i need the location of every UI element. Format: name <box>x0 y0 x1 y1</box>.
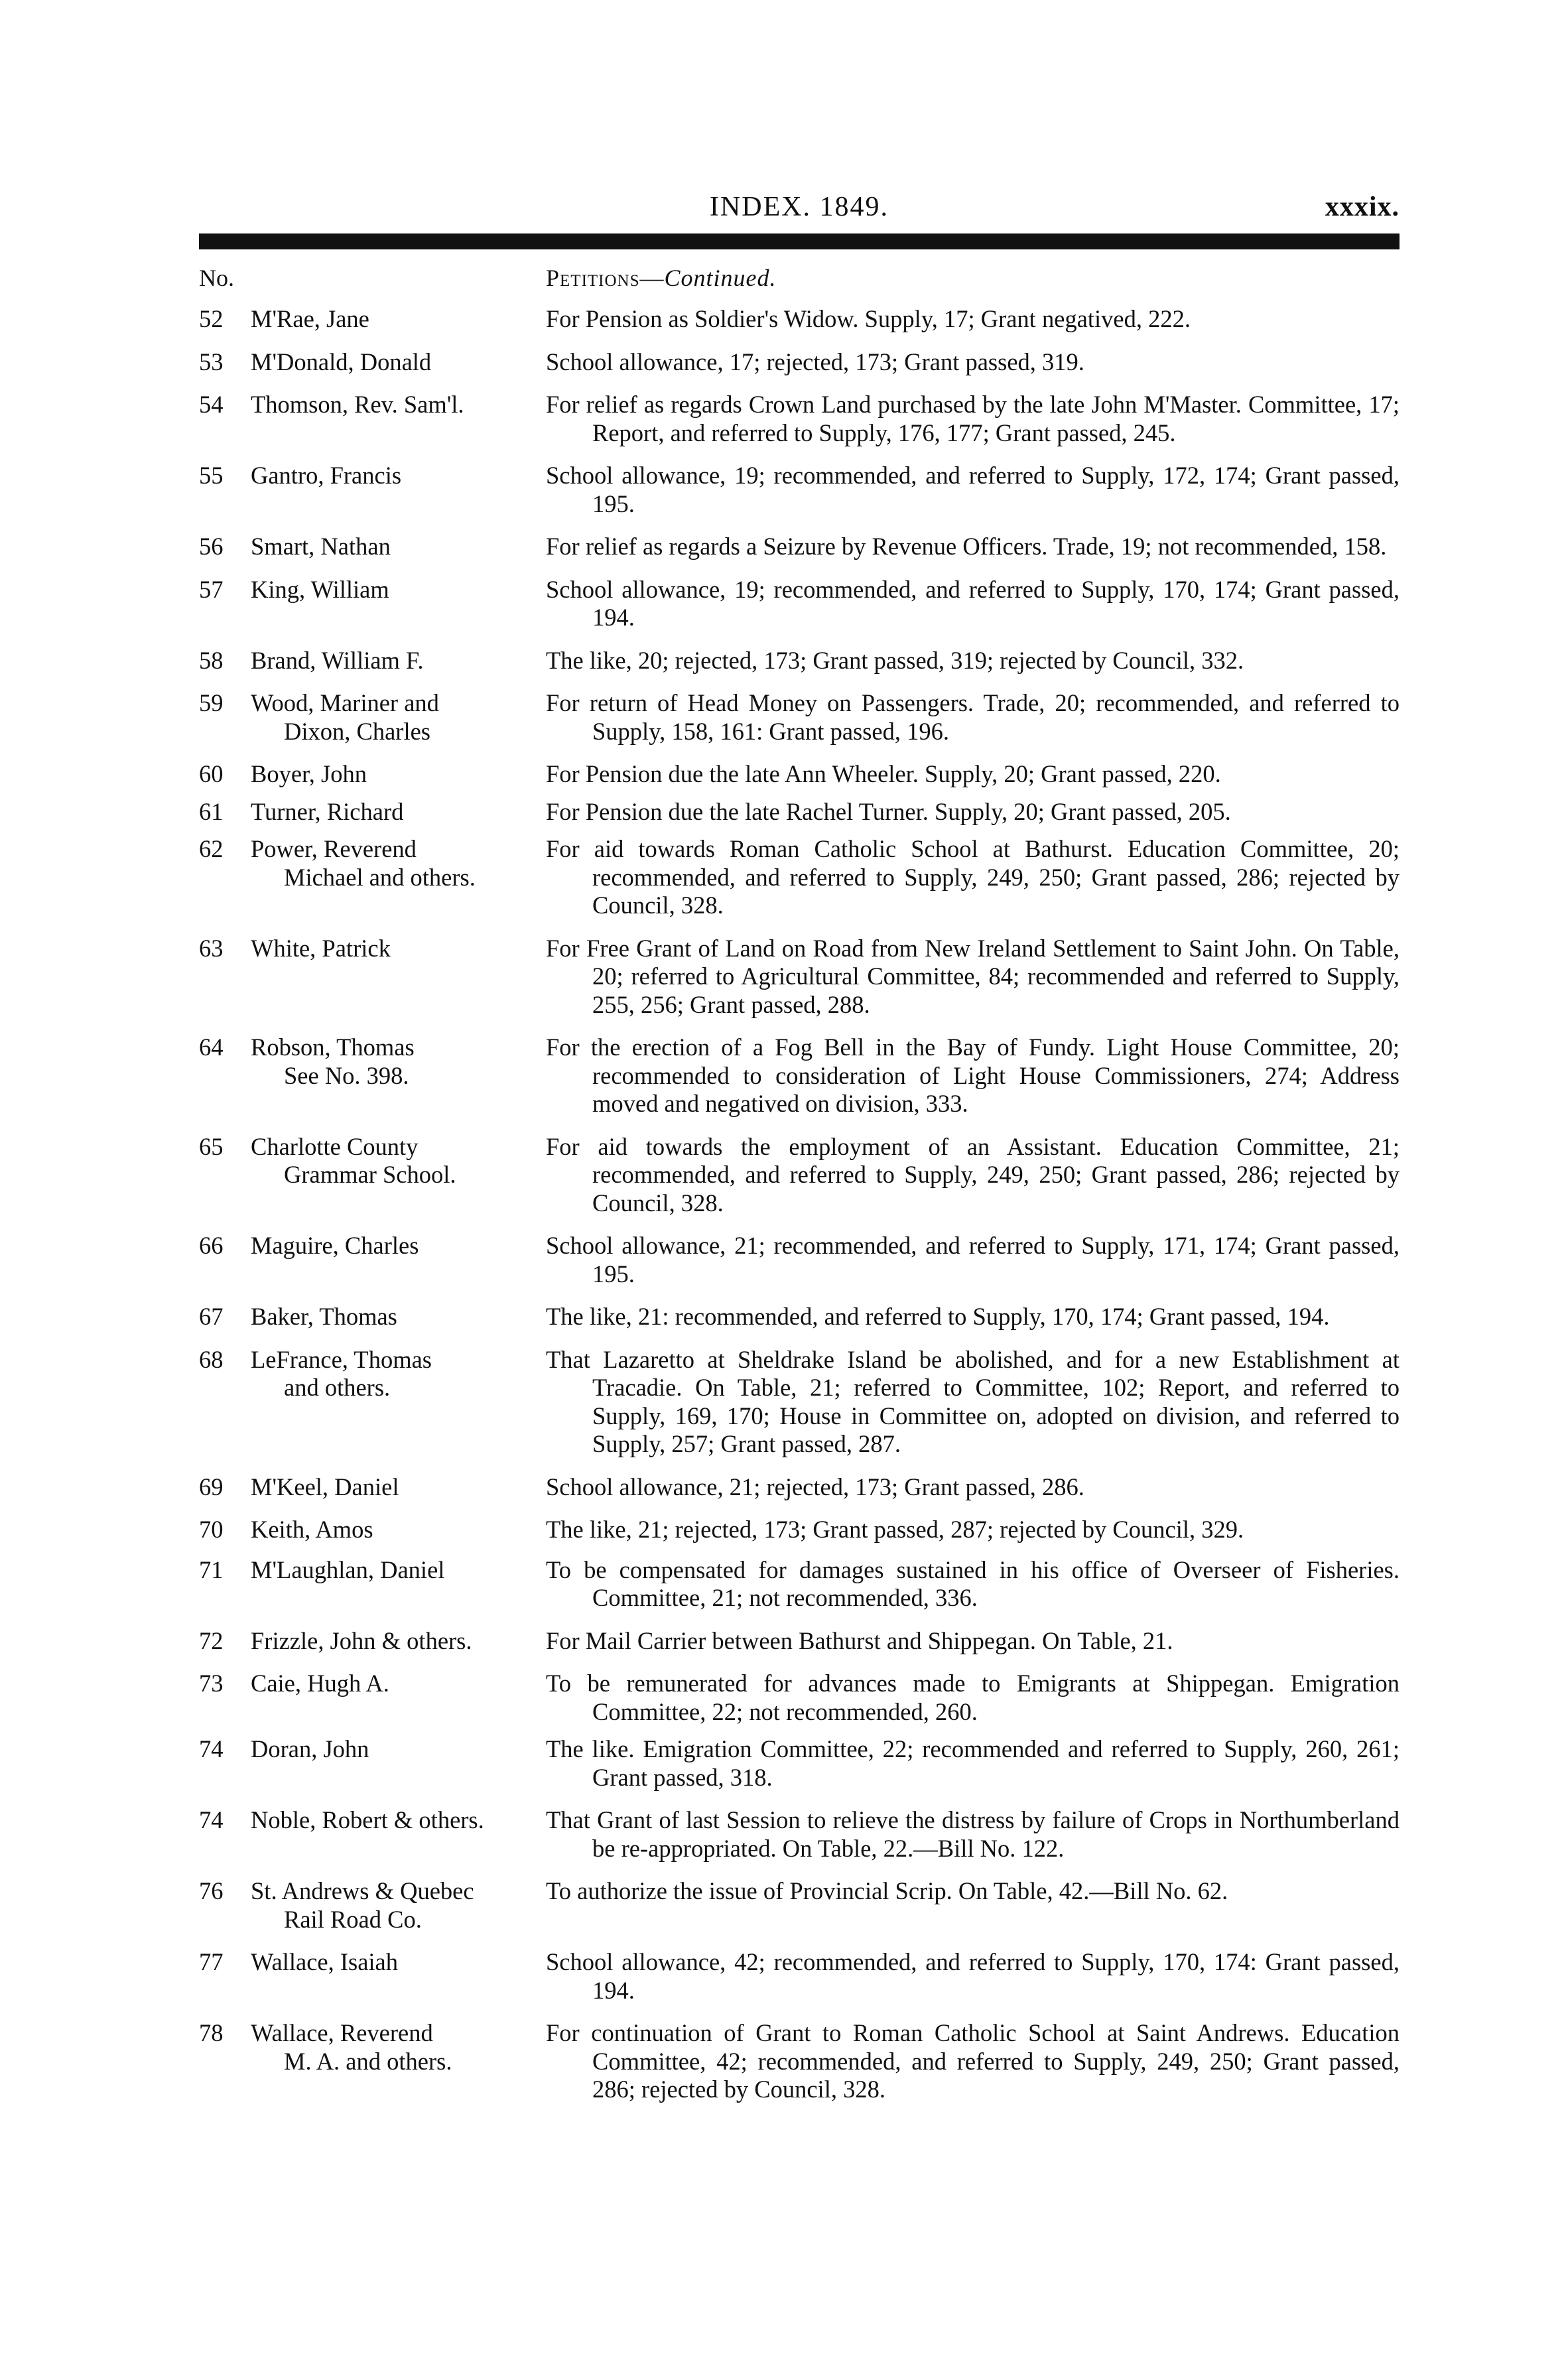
petitioner-name-line: Baker, Thomas <box>251 1303 397 1330</box>
petitioner-name <box>251 305 546 334</box>
petition-number: 63 <box>199 934 224 962</box>
petition-entry <box>199 1556 1400 1613</box>
petitioner-name <box>251 1877 546 1934</box>
running-head <box>199 191 1400 231</box>
petitioner-name-line: Boyer, John <box>251 760 367 787</box>
petitioner-name-line: M'Laughlan, Daniel <box>251 1555 445 1583</box>
petition-number: 73 <box>199 1670 224 1697</box>
petition-entry <box>199 348 1400 377</box>
petition-number: 74 <box>199 1735 224 1762</box>
petitioner-name-continuation: Dixon, Charles <box>284 717 430 745</box>
petition-description: For return of Head Money on Passengers. Trade, 20; recommended, and referred to Supply, 158, 161: Grant passed, 196. <box>546 689 1400 745</box>
petition-number: 53 <box>199 348 224 375</box>
petition-number: 74 <box>199 1806 224 1833</box>
petition-description: For Pension due the late Rachel Turner. Supply, 20; Grant passed, 205. <box>546 797 1231 825</box>
petition-number: 52 <box>199 305 224 332</box>
petition-entry <box>199 2019 1400 2104</box>
petitioner-name <box>251 576 546 632</box>
petition-description: The like, 21; rejected, 173; Grant passed, 287; rejected by Council, 329. <box>546 1516 1244 1543</box>
petitioner-name-line: M'Rae, Jane <box>251 305 369 332</box>
petition-number: 59 <box>199 689 224 716</box>
petition-number: 65 <box>199 1132 224 1160</box>
petitioner-name-continuation: Rail Road Co. <box>284 1905 422 1933</box>
petition-number: 68 <box>199 1345 224 1373</box>
petition-description: School allowance, 19; recommended, and referred to Supply, 170, 174; Grant passed, 194. <box>546 575 1400 631</box>
number-column-label: No. <box>199 265 234 291</box>
petitioner-name-line: Wood, Mariner and <box>251 689 439 716</box>
petition-description: School allowance, 42; recommended, and referred to Supply, 170, 174: Grant passed, 194. <box>546 1948 1400 2004</box>
petitioner-name-line: Wallace, Reverend <box>251 2019 433 2046</box>
petitioner-name <box>251 835 546 920</box>
petition-description: That Grant of last Session to relieve the distress by failure of Crops in Northumberland be re-appropriated. On Table, 22.—Bill No. 122. <box>546 1806 1400 1862</box>
petition-entry <box>199 935 1400 1020</box>
petitioner-name <box>251 935 546 1020</box>
petition-description: The like, 20; rejected, 173; Grant passed, 319; rejected by Council, 332. <box>546 646 1244 674</box>
petition-number: 66 <box>199 1232 224 1259</box>
petitioner-name <box>251 1627 546 1656</box>
petition-description: For relief as regards Crown Land purchased by the late John M'Master. Committee, 17; Report, and referred to Supply, 176, 177; Grant passed, 245. <box>546 391 1400 446</box>
petitioner-name <box>251 391 546 447</box>
petition-number: 71 <box>199 1555 224 1583</box>
petitioner-name-line: Brand, William F. <box>251 646 424 674</box>
petitioner-name-line: Caie, Hugh A. <box>251 1670 389 1697</box>
petition-entry <box>199 1806 1400 1863</box>
index-title: INDEX. 1849. <box>709 192 889 222</box>
petition-description: That Lazaretto at Sheldrake Island be abolished, and for a new Establishment at Tracadie. On Table, 21; referred to Committee, 102; Report, and referred to Supply, 169, 170; House in Committee on, adopted on division, and referred to Supply, 257; Grant passed, 287. <box>546 1345 1400 1457</box>
column-header-row <box>199 264 1400 297</box>
petitioner-name <box>251 1516 546 1544</box>
petition-description: School allowance, 19; recommended, and referred to Supply, 172, 174; Grant passed, 195. <box>546 462 1400 517</box>
petition-entry <box>199 760 1400 789</box>
petitioner-name <box>251 1670 546 1726</box>
petitioner-name <box>251 1133 546 1218</box>
section-name: Petitions— <box>546 265 665 291</box>
petition-entry <box>199 1303 1400 1331</box>
petitioner-name-continuation: See No. 398. <box>284 1061 409 1089</box>
petitioner-name-line: Doran, John <box>251 1735 369 1762</box>
petitioner-name-line: White, Patrick <box>251 934 391 962</box>
petitioner-name <box>251 1473 546 1502</box>
petition-entries <box>199 305 1400 2104</box>
petitioner-name-continuation: and others. <box>284 1374 391 1401</box>
petitioner-name-continuation: M. A. and others. <box>284 2047 452 2075</box>
petition-entry <box>199 391 1400 447</box>
petitioner-name-line: Thomson, Rev. Sam'l. <box>251 391 464 418</box>
petition-number: 58 <box>199 646 224 674</box>
petition-entry <box>199 1948 1400 2005</box>
petition-entry <box>199 647 1400 675</box>
petition-description: To authorize the issue of Provincial Scrip. On Table, 42.—Bill No. 62. <box>546 1877 1228 1904</box>
petition-description: School allowance, 21; rejected, 173; Grant passed, 286. <box>546 1473 1084 1500</box>
petitioner-name <box>251 348 546 377</box>
petitioner-name-line: Gantro, Francis <box>251 462 402 489</box>
petitioner-name <box>251 2019 546 2104</box>
petition-description: For continuation of Grant to Roman Catholic School at Saint Andrews. Education Committee, 42; recommended, and referred to Supply, 249, 250; Grant passed, 286; rejected by Council, 328. <box>546 2019 1400 2103</box>
petitioner-name <box>251 1346 546 1459</box>
petitioner-name-line: Keith, Amos <box>251 1516 373 1543</box>
petition-number: 72 <box>199 1626 224 1654</box>
petition-description: To be remunerated for advances made to Emigrants at Shippegan. Emigration Committee, 22; not recommended, 260. <box>546 1670 1400 1725</box>
petition-number: 56 <box>199 533 224 560</box>
petitioner-name <box>251 462 546 518</box>
petitioner-name-line: LeFrance, Thomas <box>251 1345 432 1373</box>
petition-entry <box>199 835 1400 920</box>
petition-number: 76 <box>199 1877 224 1904</box>
petitioner-name-line: Turner, Richard <box>251 797 404 825</box>
petition-description: For relief as regards a Seizure by Revenue Officers. Trade, 19; not recommended, 158. <box>546 533 1387 560</box>
petition-entry <box>199 1670 1400 1726</box>
petitioner-name-line: M'Keel, Daniel <box>251 1473 399 1500</box>
petition-entry <box>199 1627 1400 1656</box>
petitioner-name <box>251 1948 546 2005</box>
petition-number: 67 <box>199 1303 224 1330</box>
petition-entry <box>199 1232 1400 1288</box>
petition-entry <box>199 1033 1400 1118</box>
petition-description: For aid towards Roman Catholic School at Bathurst. Education Committee, 20; recommended, and referred to Supply, 249, 250; Grant passed, 286; rejected by Council, 328. <box>546 835 1400 919</box>
petitioner-name <box>251 760 546 789</box>
petition-number: 61 <box>199 797 224 825</box>
petition-entry <box>199 1473 1400 1502</box>
petitioner-name <box>251 1806 546 1863</box>
petition-entry <box>199 305 1400 334</box>
petitioner-name-line: M'Donald, Donald <box>251 348 432 375</box>
petitioner-name <box>251 533 546 561</box>
petition-number: 69 <box>199 1473 224 1500</box>
petitioner-name <box>251 1232 546 1288</box>
continued-label: Continued. <box>664 265 777 291</box>
petition-entry <box>199 1516 1400 1544</box>
header-rule <box>199 233 1400 249</box>
petitioner-name <box>251 647 546 675</box>
petition-description: For aid towards the employment of an Assistant. Education Committee, 21; recommended, and referred to Supply, 249, 250; Grant passed, 286; rejected by Council, 328. <box>546 1132 1400 1217</box>
petition-number: 78 <box>199 2019 224 2046</box>
petition-entry <box>199 1877 1400 1934</box>
petitioner-name-line: Wallace, Isaiah <box>251 1948 399 1975</box>
petition-entry <box>199 798 1400 826</box>
petitioner-name-line: King, William <box>251 575 389 603</box>
petitioner-name <box>251 1303 546 1331</box>
petitioner-name-continuation: Michael and others. <box>284 863 476 891</box>
petition-description: The like. Emigration Committee, 22; recommended and referred to Supply, 260, 261; Grant passed, 318. <box>546 1735 1400 1791</box>
petition-description: For Pension due the late Ann Wheeler. Supply, 20; Grant passed, 220. <box>546 760 1221 787</box>
petition-number: 77 <box>199 1948 224 1975</box>
petitioner-name <box>251 1735 546 1792</box>
petition-number: 55 <box>199 462 224 489</box>
petition-number: 70 <box>199 1516 224 1543</box>
petition-entry <box>199 533 1400 561</box>
petition-entry <box>199 1735 1400 1792</box>
petition-entry <box>199 1346 1400 1459</box>
petitioner-name <box>251 689 546 746</box>
petitioner-name <box>251 1033 546 1118</box>
petitioner-name <box>251 1556 546 1613</box>
petitioner-name-line: Maguire, Charles <box>251 1232 419 1259</box>
section-label <box>546 264 777 292</box>
petitioner-name-line: Charlotte County <box>251 1132 419 1160</box>
petition-description: For Mail Carrier between Bathurst and Shippegan. On Table, 21. <box>546 1626 1173 1654</box>
petition-description: For Pension as Soldier's Widow. Supply, 17; Grant negatived, 222. <box>546 305 1191 332</box>
petition-description: School allowance, 17; rejected, 173; Grant passed, 319. <box>546 348 1084 375</box>
petition-number: 64 <box>199 1033 224 1061</box>
page-number: xxxix. <box>1325 192 1400 222</box>
petition-description: To be compensated for damages sustained in his office of Overseer of Fisheries. Committee, 21; not recommended, 336. <box>546 1555 1400 1611</box>
petitioner-name-line: Robson, Thomas <box>251 1033 415 1061</box>
petition-description: School allowance, 21; recommended, and referred to Supply, 171, 174; Grant passed, 195. <box>546 1232 1400 1288</box>
petition-number: 60 <box>199 760 224 787</box>
petition-entry <box>199 462 1400 518</box>
petitioner-name <box>251 798 546 826</box>
petition-number: 54 <box>199 391 224 418</box>
petition-entry <box>199 689 1400 746</box>
petitioner-name-continuation: Grammar School. <box>284 1161 456 1188</box>
petition-description: For the erection of a Fog Bell in the Bay of Fundy. Light House Committee, 20; recommended to consideration of Light House Commissioners, 274; Address moved and negatived on division, 333. <box>546 1033 1400 1117</box>
petition-number: 62 <box>199 835 224 862</box>
petitioner-name-line: Power, Reverend <box>251 835 417 862</box>
petition-description: The like, 21: recommended, and referred to Supply, 170, 174; Grant passed, 194. <box>546 1303 1330 1330</box>
petitioner-name-line: St. Andrews & Quebec <box>251 1877 474 1904</box>
petitioner-name-line: Noble, Robert & others. <box>251 1806 484 1833</box>
petitioner-name-line: Frizzle, John & others. <box>251 1626 472 1654</box>
petition-description: For Free Grant of Land on Road from New Ireland Settlement to Saint John. On Table, 20; referred to Agricultural Committee, 84; recommended and referred to Supply, 255, 256; Grant passed, 288. <box>546 934 1400 1018</box>
petition-entry <box>199 576 1400 632</box>
petition-entry <box>199 1133 1400 1218</box>
petition-number: 57 <box>199 575 224 603</box>
petitioner-name-line: Smart, Nathan <box>251 533 391 560</box>
